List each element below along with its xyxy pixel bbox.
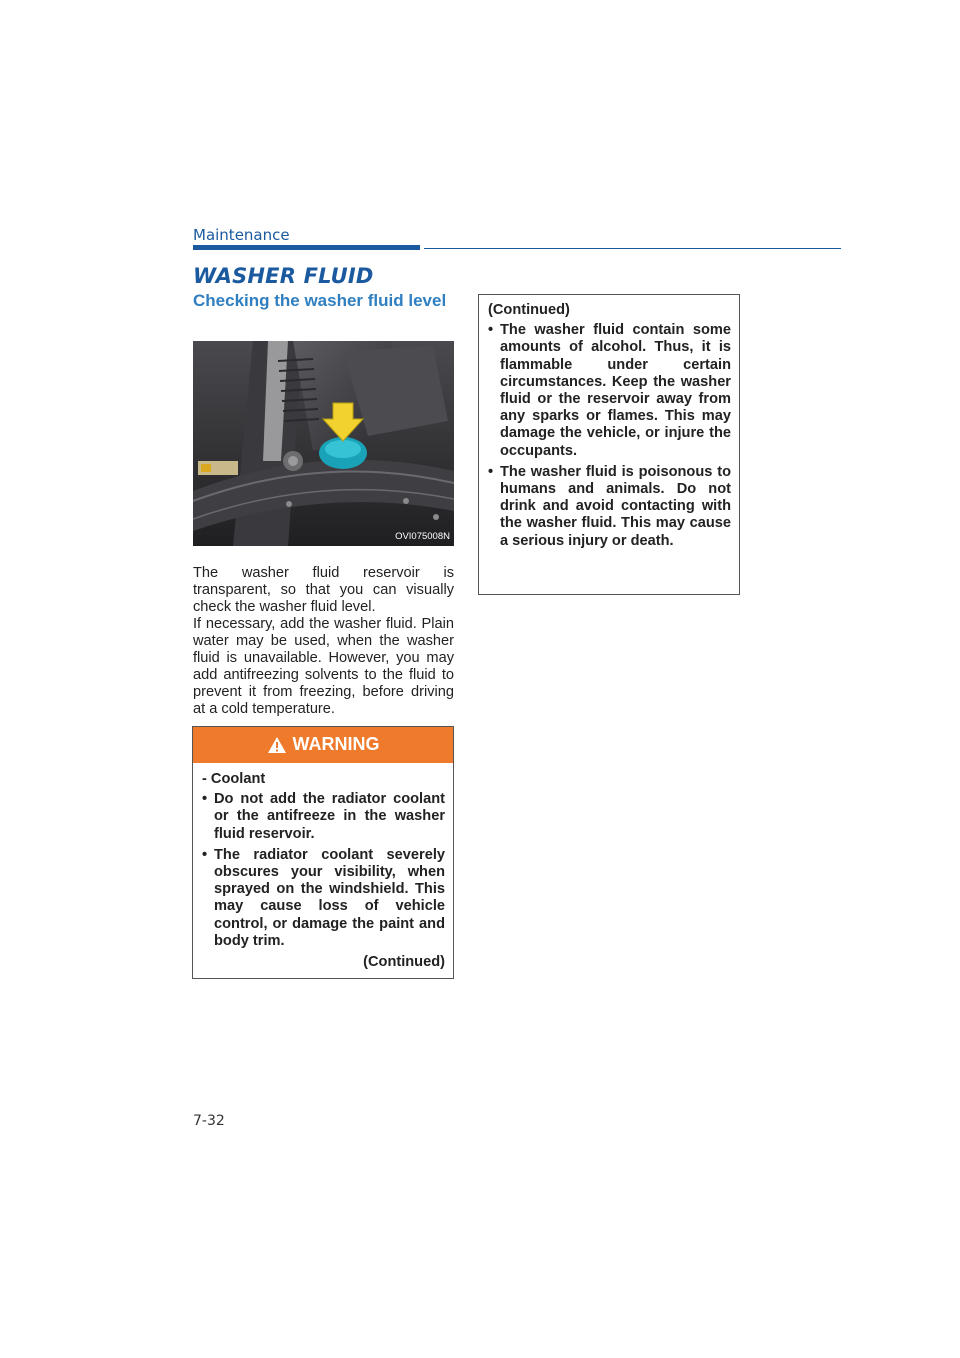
warning-bullet: • Do not add the radiator coolant or the antifreeze in the washer fluid reservoir. bbox=[202, 791, 445, 842]
warning-continued: (Continued) bbox=[363, 954, 445, 971]
page-title: WASHER FLUID bbox=[193, 264, 374, 288]
subheading: Checking the washer fluid level bbox=[193, 291, 447, 310]
engine-bay-illustration bbox=[193, 341, 454, 546]
header-rule-thin bbox=[424, 248, 841, 249]
continued-bullet: • The washer fluid contain some amounts of alcohol. Thus, it is flammable under certain circumstances. Keep the washer fluid or the reservoir away from any sparks or flames. This may damage the vehicle, or injure the occupants. bbox=[488, 322, 731, 459]
continued-box bbox=[478, 294, 740, 595]
page-number: 7-32 bbox=[193, 1113, 225, 1129]
warning-title: WARNING bbox=[292, 734, 380, 755]
warning-triangle-icon bbox=[267, 736, 287, 754]
continued-bullet: • The washer fluid is poisonous to humans and animals. Do not drink and avoid contacting with the washer fluid. This may cause a serious injury or death. bbox=[488, 463, 731, 549]
continued-lead: (Continued) bbox=[488, 302, 570, 318]
warning-header bbox=[193, 727, 453, 763]
warning-lead: - Coolant bbox=[202, 771, 266, 787]
section-label: Maintenance bbox=[193, 226, 290, 244]
paragraph-reservoir: The washer fluid reservoir is transparent, so that you can visually check the washer fluid level. bbox=[193, 565, 454, 615]
header-rule-thick bbox=[193, 245, 420, 250]
paragraph-add-fluid: If necessary, add the washer fluid. Plain water may be used, when the washer fluid is unavailable. However, you may add antifreezing solvents to the fluid to prevent it from freezing, before driving at a cold temperature. bbox=[193, 616, 454, 717]
warning-box bbox=[192, 726, 454, 979]
warning-bullet: • The radiator coolant severely obscures your visibility, when sprayed on the windshield. This may cause loss of vehicle control, or damage the paint and body trim. bbox=[202, 846, 445, 949]
image-code: OVI075008N bbox=[395, 531, 450, 542]
engine-bay-photo bbox=[193, 341, 454, 546]
